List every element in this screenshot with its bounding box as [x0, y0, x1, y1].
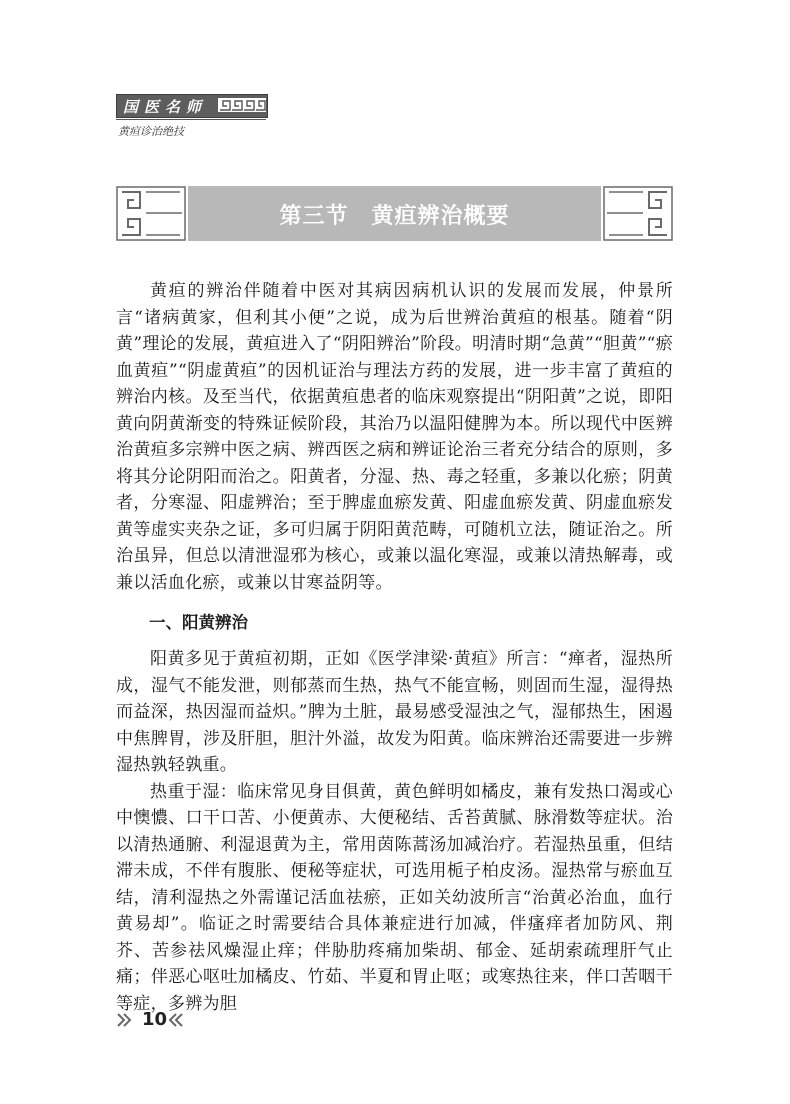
section-title: 第三节 黄疸辨治概要	[279, 203, 510, 229]
page-number: 10	[142, 1009, 168, 1030]
header-rule	[116, 119, 266, 120]
fret-corner-right-icon	[603, 186, 673, 241]
chevron-left-icon	[166, 1012, 184, 1028]
chevron-right-icon	[116, 1012, 134, 1028]
fret-corner-left-icon	[116, 186, 186, 241]
subsection-heading: 一、阳黄辨治	[149, 613, 248, 632]
intro-paragraph: 黄疸的辨治伴随着中医对其病因病机认识的发展而发展，仲景所言“诸病黄家，但利其小便”之说，成为后世辨治黄疸的根基。随着“阴黄”理论的发展，黄疸进入了“阴阳辨治”阶段。明清时期“急黄”“胆黄”“瘀血黄疸”“阴虚黄疸”的因机证治与理法方药的发展，进一步丰富了黄疸的辨治内核。及至当代，依据黄疸患者的临床观察提出“阴阳黄”之说，即阳黄向阴黄渐变的特殊证候阶段，其治乃以温阳健脾为本。所以现代中医辨治黄疸多宗辨中医之病、辨西医之病和辨证论治三者充分结合的原则，多将其分论阴阳而治之。阳黄者，分湿、热、毒之轻重，多兼以化瘀；阴黄者，分寒湿、阳虚辨治；至于脾虚血瘀发黄、阳虚血瘀发黄、阴虚血瘀发黄等虚实夹杂之证，多可归属于阴阳黄范畴，可随机立法，随证治之。所治虽异，但总以清泄湿邪为核心，或兼以温化寒湿，或兼以清热解毒，或兼以活血化瘀，或兼以甘寒益阴等。	[116, 281, 673, 593]
fret-ornament-icon	[218, 98, 266, 112]
series-title: 国医名师	[123, 98, 208, 116]
body-paragraph: 热重于湿：临床常见身目俱黄，黄色鲜明如橘皮，兼有发热口渴或心中懊憹、口干口苦、小便黄赤、大便秘结、舌苔黄腻、脉滑数等症状。治以清热通腑、利湿退黄为主，常用茵陈蒿汤加减治疗。若湿热虽重，但结滞未成，不伴有腹胀、便秘等症状，可选用栀子柏皮汤。湿热常与瘀血互结，清利湿热之外需谨记活血祛瘀，正如关幼波所言“治黄必治血，血行黄易却”。临证之时需要结合具体兼症进行加减，伴瘙痒者加防风、荆芥、苦参祛风燥湿止痒；伴胁肋疼痛加柴胡、郁金、延胡索疏理肝气止痛；伴恶心呕吐加橘皮、竹茹、半夏和胃止呕；或寒热往来，伴口苦咽干等症，多辨为胆	[116, 781, 673, 1014]
page-body	[116, 278, 673, 1017]
body-paragraph: 阳黄多见于黄疸初期，正如《医学津梁·黄疸》所言：“瘅者，湿热所成，湿气不能发泄，则郁蒸而生热，热气不能宣畅，则固而生湿，湿得热而益深，热因湿而益炽。”脾为土脏，最易感受湿浊之气，湿郁热生，困遏中焦脾胃，涉及肝胆，胆汁外溢，故发为阳黄。临床辨治还需要进一步辨湿热孰轻孰重。	[116, 649, 673, 775]
section-banner	[116, 186, 673, 241]
book-subtitle: 黄疸诊治绝技	[118, 125, 184, 138]
